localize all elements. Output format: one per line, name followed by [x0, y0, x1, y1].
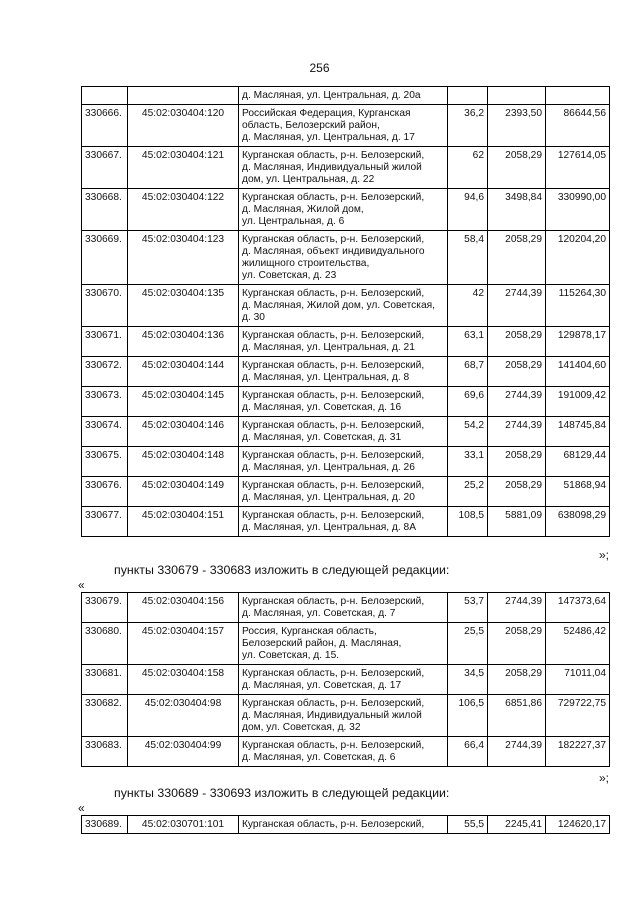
cadastral-number-cell: 45:02:030404:146: [128, 417, 239, 447]
closing-quote-2: »;: [598, 771, 609, 785]
property-table-3: [81, 815, 610, 834]
address-line: жилищного строительства,: [242, 258, 370, 269]
cadastral-number-cell: 45:02:030701:101: [128, 816, 239, 834]
address-cell: [239, 87, 448, 105]
unit-price-cell: 2393,50: [488, 105, 546, 147]
address-cell: [239, 147, 448, 189]
address-line: д. Масляная, ул. Советская, д. 6: [242, 752, 396, 763]
cadastral-number-cell: 45:02:030404:157: [128, 623, 239, 665]
address-cell: [239, 231, 448, 285]
address-line: д. Масляная, Индивидуальный жилой: [242, 162, 422, 173]
table-row: [82, 387, 610, 417]
address-line: д. Масляная, ул. Центральная, д. 26: [242, 462, 415, 473]
amendment-instruction-1: пункты 330679 - 330683 изложить в следующей редакции:: [114, 563, 450, 577]
table-row: [82, 507, 610, 537]
table-row: [82, 417, 610, 447]
table-row: [82, 189, 610, 231]
address-cell: [239, 737, 448, 767]
total-value-cell: 51868,94: [546, 477, 610, 507]
address-cell: [239, 189, 448, 231]
unit-price-cell: 2058,29: [488, 327, 546, 357]
address-line: д. Масляная, ул. Центральная, д. 20а: [242, 90, 421, 101]
address-line: Российская Федерация, Курганская: [242, 108, 411, 119]
address-cell: [239, 507, 448, 537]
address-line: ул. Центральная, д. 6: [242, 216, 345, 227]
address-line: Курганская область, р-н. Белозерский,: [242, 192, 425, 203]
address-line: Курганская область, р-н. Белозерский,: [242, 330, 425, 341]
cadastral-number-cell: 45:02:030404:144: [128, 357, 239, 387]
cadastral-number-cell: 45:02:030404:99: [128, 737, 239, 767]
address-line: д. Масляная, ул. Советская, д. 7: [242, 608, 396, 619]
address-line: Курганская область, р-н. Белозерский,: [242, 450, 425, 461]
address-cell: [239, 285, 448, 327]
row-number-cell: 330666.: [82, 105, 128, 147]
area-cell: 55,5: [448, 816, 488, 834]
row-number-cell: 330674.: [82, 417, 128, 447]
unit-price-cell: 3498,84: [488, 189, 546, 231]
property-table-2: [81, 592, 610, 767]
total-value-cell: 86644,56: [546, 105, 610, 147]
table-row: [82, 447, 610, 477]
address-line: Курганская область, р-н. Белозерский,: [242, 819, 425, 830]
table-row: [82, 285, 610, 327]
total-value-cell: 141404,60: [546, 357, 610, 387]
unit-price-cell: 2245,41: [488, 816, 546, 834]
table-row: [82, 327, 610, 357]
unit-price-cell: 2744,39: [488, 285, 546, 327]
table-row: [82, 623, 610, 665]
row-number-cell: 330671.: [82, 327, 128, 357]
address-line: область, Белозерский район,: [242, 120, 380, 131]
table-row: [82, 477, 610, 507]
address-line: дом, ул. Центральная, д. 22: [242, 174, 375, 185]
total-value-cell: 71011,04: [546, 665, 610, 695]
unit-price-cell: 6851,86: [488, 695, 546, 737]
address-line: Курганская область, р-н. Белозерский,: [242, 740, 425, 751]
address-line: ул. Советская, д. 23: [242, 270, 337, 281]
total-value-cell: 182227,37: [546, 737, 610, 767]
area-cell: [448, 87, 488, 105]
address-line: д. Масляная, объект индивидуального: [242, 246, 425, 257]
address-line: Курганская область, р-н. Белозерский,: [242, 668, 425, 679]
unit-price-cell: 2058,29: [488, 357, 546, 387]
address-line: Курганская область, р-н. Белозерский,: [242, 390, 425, 401]
table-row: [82, 147, 610, 189]
address-line: Курганская область, р-н. Белозерский,: [242, 288, 425, 299]
cadastral-number-cell: 45:02:030404:122: [128, 189, 239, 231]
cadastral-number-cell: 45:02:030404:156: [128, 593, 239, 623]
area-cell: 63,1: [448, 327, 488, 357]
total-value-cell: 147373,64: [546, 593, 610, 623]
area-cell: 53,7: [448, 593, 488, 623]
address-line: Курганская область, р-н. Белозерский,: [242, 360, 425, 371]
property-table-1: [81, 86, 610, 537]
total-value-cell: 191009,42: [546, 387, 610, 417]
cadastral-number-cell: 45:02:030404:145: [128, 387, 239, 417]
address-cell: [239, 357, 448, 387]
cadastral-number-cell: 45:02:030404:135: [128, 285, 239, 327]
address-line: Курганская область, р-н. Белозерский,: [242, 150, 425, 161]
area-cell: 58,4: [448, 231, 488, 285]
area-cell: 66,4: [448, 737, 488, 767]
address-line: д. Масляная, ул. Центральная, д. 21: [242, 342, 415, 353]
page-number: 256: [309, 61, 330, 75]
cadastral-number-cell: 45:02:030404:149: [128, 477, 239, 507]
total-value-cell: 52486,42: [546, 623, 610, 665]
total-value-cell: 729722,75: [546, 695, 610, 737]
address-line: д. Масляная, Индивидуальный жилой: [242, 710, 422, 721]
unit-price-cell: 2058,29: [488, 477, 546, 507]
opening-quote-2: «: [78, 801, 85, 815]
area-cell: 42: [448, 285, 488, 327]
row-number-cell: 330669.: [82, 231, 128, 285]
row-number-cell: 330670.: [82, 285, 128, 327]
total-value-cell: 638098,29: [546, 507, 610, 537]
address-line: Белозерский район, д. Масляная,: [242, 638, 402, 649]
address-cell: [239, 387, 448, 417]
amendment-instruction-2: пункты 330689 - 330693 изложить в следующей редакции:: [114, 786, 450, 800]
address-cell: [239, 816, 448, 834]
area-cell: 69,6: [448, 387, 488, 417]
table-row: [82, 357, 610, 387]
cadastral-number-cell: 45:02:030404:151: [128, 507, 239, 537]
unit-price-cell: 2744,39: [488, 417, 546, 447]
cadastral-number-cell: 45:02:030404:123: [128, 231, 239, 285]
row-number-cell: 330668.: [82, 189, 128, 231]
address-line: Курганская область, р-н. Белозерский,: [242, 420, 425, 431]
address-line: д. Масляная, ул. Советская, д. 16: [242, 402, 402, 413]
table-row: [82, 593, 610, 623]
address-cell: [239, 665, 448, 695]
total-value-cell: 129878,17: [546, 327, 610, 357]
total-value-cell: 330990,00: [546, 189, 610, 231]
unit-price-cell: 2058,29: [488, 147, 546, 189]
address-line: Россия, Курганская область,: [242, 626, 377, 637]
row-number-cell: 330683.: [82, 737, 128, 767]
row-number-cell: 330680.: [82, 623, 128, 665]
unit-price-cell: 2744,39: [488, 593, 546, 623]
unit-price-cell: [488, 87, 546, 105]
area-cell: 108,5: [448, 507, 488, 537]
address-line: д. Масляная, ул. Советская, д. 31: [242, 432, 402, 443]
address-line: ул. Советская, д. 15.: [242, 650, 340, 661]
row-number-cell: 330682.: [82, 695, 128, 737]
area-cell: 33,1: [448, 447, 488, 477]
cadastral-number-cell: [128, 87, 239, 105]
total-value-cell: 120204,20: [546, 231, 610, 285]
table-row: [82, 105, 610, 147]
row-number-cell: 330676.: [82, 477, 128, 507]
area-cell: 34,5: [448, 665, 488, 695]
table-row: [82, 695, 610, 737]
row-number-cell: 330672.: [82, 357, 128, 387]
address-line: дом, ул. Советская, д. 32: [242, 722, 361, 733]
address-line: д. Масляная, ул. Центральная, д. 8А: [242, 522, 416, 533]
cadastral-number-cell: 45:02:030404:158: [128, 665, 239, 695]
address-line: Курганская область, р-н. Белозерский,: [242, 698, 425, 709]
address-cell: [239, 417, 448, 447]
area-cell: 68,7: [448, 357, 488, 387]
total-value-cell: 124620,17: [546, 816, 610, 834]
area-cell: 25,2: [448, 477, 488, 507]
row-number-cell: 330667.: [82, 147, 128, 189]
table-row: [82, 231, 610, 285]
area-cell: 25,5: [448, 623, 488, 665]
opening-quote-1: «: [78, 578, 85, 592]
address-line: д. Масляная, ул. Центральная, д. 20: [242, 492, 415, 503]
row-number-cell: 330675.: [82, 447, 128, 477]
address-line: д. Масляная, Жилой дом, ул. Советская,: [242, 300, 435, 311]
area-cell: 62: [448, 147, 488, 189]
total-value-cell: 68129,44: [546, 447, 610, 477]
address-cell: [239, 593, 448, 623]
address-cell: [239, 447, 448, 477]
table-row: [82, 87, 610, 105]
total-value-cell: 115264,30: [546, 285, 610, 327]
row-number-cell: 330689.: [82, 816, 128, 834]
row-number-cell: 330673.: [82, 387, 128, 417]
area-cell: 36,2: [448, 105, 488, 147]
area-cell: 106,5: [448, 695, 488, 737]
address-line: д. Масляная, ул. Центральная, д. 8: [242, 372, 410, 383]
unit-price-cell: 2058,29: [488, 623, 546, 665]
address-line: д. Масляная, ул. Центральная, д. 17: [242, 132, 415, 143]
address-line: Курганская область, р-н. Белозерский,: [242, 510, 425, 521]
unit-price-cell: 5881,09: [488, 507, 546, 537]
address-cell: [239, 695, 448, 737]
address-cell: [239, 623, 448, 665]
unit-price-cell: 2058,29: [488, 665, 546, 695]
address-cell: [239, 105, 448, 147]
cadastral-number-cell: 45:02:030404:98: [128, 695, 239, 737]
address-cell: [239, 477, 448, 507]
row-number-cell: [82, 87, 128, 105]
address-line: Курганская область, р-н. Белозерский,: [242, 234, 425, 245]
unit-price-cell: 2058,29: [488, 447, 546, 477]
unit-price-cell: 2744,39: [488, 387, 546, 417]
area-cell: 54,2: [448, 417, 488, 447]
address-line: Курганская область, р-н. Белозерский,: [242, 480, 425, 491]
address-line: Курганская область, р-н. Белозерский,: [242, 596, 425, 607]
unit-price-cell: 2744,39: [488, 737, 546, 767]
address-line: д. 30: [242, 312, 265, 323]
table-row: [82, 665, 610, 695]
total-value-cell: [546, 87, 610, 105]
cadastral-number-cell: 45:02:030404:121: [128, 147, 239, 189]
cadastral-number-cell: 45:02:030404:148: [128, 447, 239, 477]
unit-price-cell: 2058,29: [488, 231, 546, 285]
total-value-cell: 127614,05: [546, 147, 610, 189]
address-line: д. Масляная, ул. Советская, д. 17: [242, 680, 402, 691]
cadastral-number-cell: 45:02:030404:136: [128, 327, 239, 357]
row-number-cell: 330679.: [82, 593, 128, 623]
address-line: д. Масляная, Жилой дом,: [242, 204, 364, 215]
total-value-cell: 148745,84: [546, 417, 610, 447]
cadastral-number-cell: 45:02:030404:120: [128, 105, 239, 147]
table-row: [82, 816, 610, 834]
closing-quote-1: »;: [598, 548, 609, 562]
table-row: [82, 737, 610, 767]
row-number-cell: 330677.: [82, 507, 128, 537]
row-number-cell: 330681.: [82, 665, 128, 695]
area-cell: 94,6: [448, 189, 488, 231]
address-cell: [239, 327, 448, 357]
